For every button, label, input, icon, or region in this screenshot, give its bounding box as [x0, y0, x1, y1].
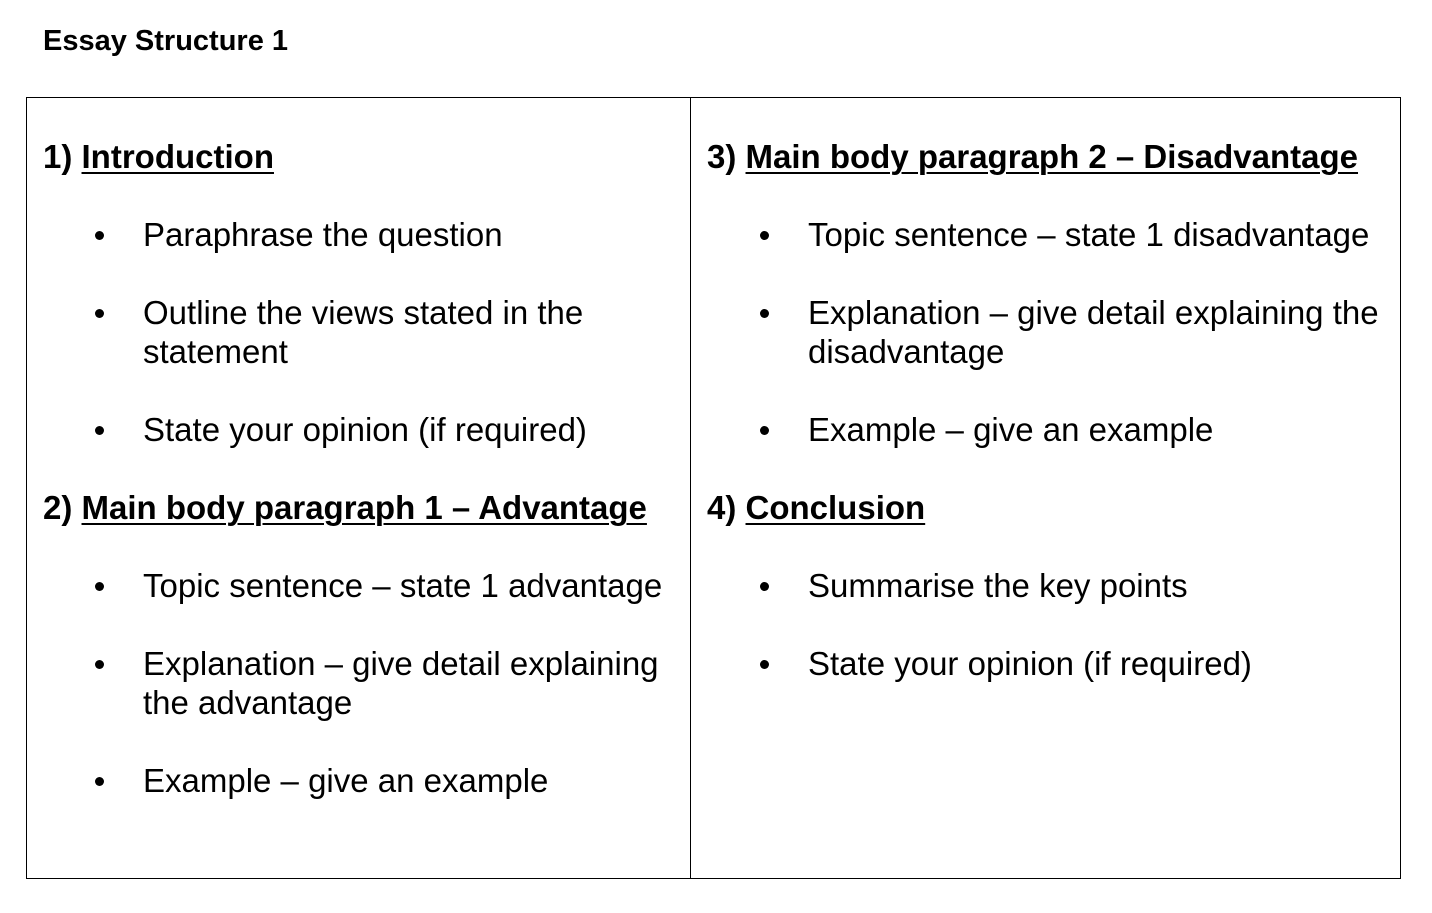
list-item-text: Example – give an example: [143, 762, 549, 799]
list-item: [143, 566, 683, 605]
section-heading-conclusion: [707, 488, 925, 528]
section-number: 4): [707, 489, 737, 526]
list-item: [143, 761, 673, 800]
section-heading-disadvantage: [707, 137, 1358, 177]
list-item-text: Example – give an example: [808, 411, 1214, 448]
document-title: Essay Structure 1: [43, 25, 289, 57]
bullet-icon: [760, 660, 769, 669]
section-heading-introduction: [43, 137, 274, 177]
list-item-text: Explanation – give detail explaining the advantage: [143, 645, 659, 721]
list-item: [808, 215, 1398, 254]
list-item-text: Topic sentence – state 1 disadvantage: [808, 216, 1370, 253]
list-item: [808, 293, 1398, 371]
list-item-text: Paraphrase the question: [143, 216, 503, 253]
bullet-icon: [95, 582, 104, 591]
bullet-icon: [760, 426, 769, 435]
list-item: [143, 215, 673, 254]
list-item-text: Summarise the key points: [808, 567, 1188, 604]
section-title: Main body paragraph 2 – Disadvantage: [745, 138, 1359, 175]
bullet-icon: [95, 231, 104, 240]
list-item-text: State your opinion (if required): [143, 411, 587, 448]
list-item-text: Outline the views stated in the statement: [143, 294, 584, 370]
bullet-icon: [95, 777, 104, 786]
section-title: Conclusion: [745, 489, 926, 526]
bullet-icon: [760, 582, 769, 591]
section-title: Main body paragraph 1 – Advantage: [81, 489, 647, 526]
list-item: [808, 410, 1388, 449]
bullet-icon: [95, 309, 104, 318]
list-item: [808, 644, 1388, 683]
list-item-text: Explanation – give detail explaining the disadvantage: [808, 294, 1379, 370]
section-title: Introduction: [81, 138, 274, 175]
list-item-text: State your opinion (if required): [808, 645, 1252, 682]
section-number: 3): [707, 138, 737, 175]
section-number: 2): [43, 489, 73, 526]
bullet-icon: [95, 660, 104, 669]
bullet-icon: [95, 426, 104, 435]
bullet-icon: [760, 231, 769, 240]
list-item-text: Topic sentence – state 1 advantage: [143, 567, 663, 604]
list-item: [143, 410, 673, 449]
list-item: [143, 644, 673, 722]
list-item: [143, 293, 613, 371]
section-number: 1): [43, 138, 73, 175]
list-item: [808, 566, 1388, 605]
column-divider: [690, 97, 691, 879]
bullet-icon: [760, 309, 769, 318]
section-heading-advantage: [43, 488, 647, 528]
